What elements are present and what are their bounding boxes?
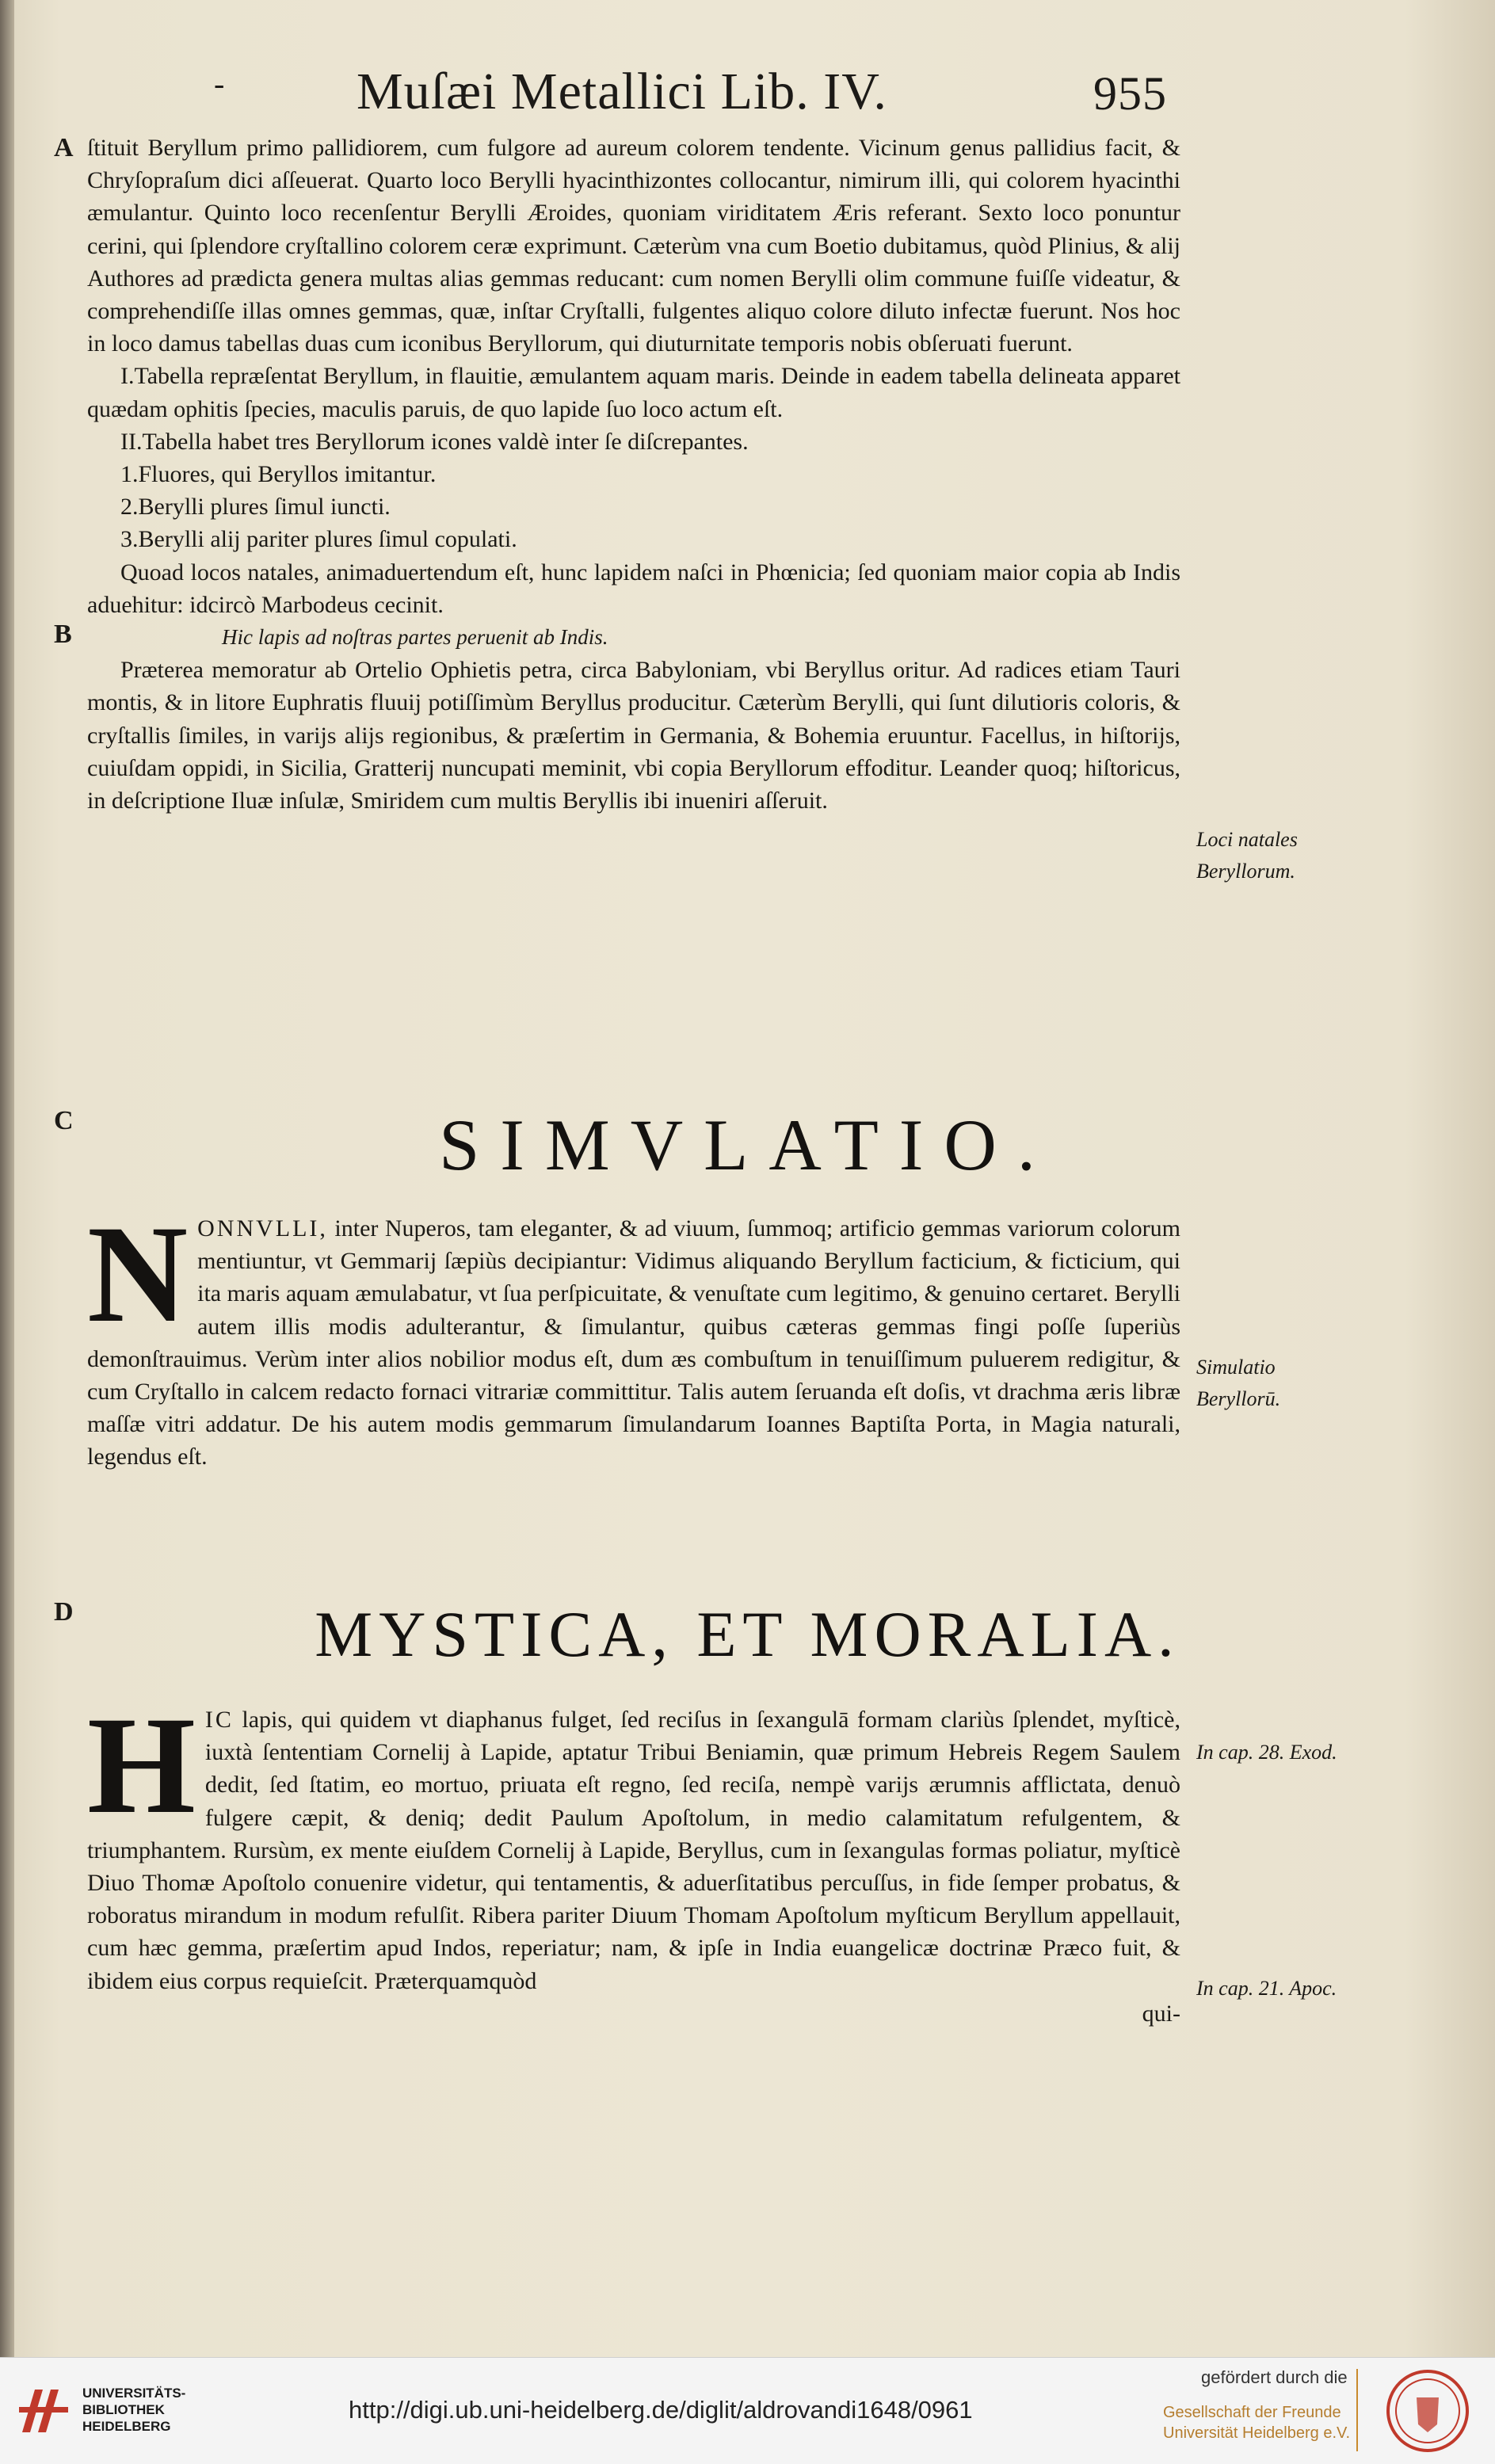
margin-letter-a: A [54,133,74,162]
header-title: Muſæi Metallici Lib. IV. [357,63,887,120]
marginal-note-simulatio: Simulatio Beryllorū. [1196,1356,1281,1410]
section-title-simulatio: SIMVLATIO. [439,1104,1056,1185]
section-mystica-text [87,1688,1180,2030]
running-head [214,62,1228,133]
section-simulatio-text [87,1197,1180,1474]
paragraph: I.Tabella repræſentat Beryllum, in flauitie, æmulantem aquam maris. Deinde in eadem tabella delineata apparet quædam ophitis ſpecies, maculis paruis, de quo lapide ſuo loco actum eſt. [87,363,1180,422]
marginal-note-apoc: In cap. 21. Apoc. [1196,1977,1337,2000]
paragraph: II.Tabella habet tres Beryllorum icones valdè inter ſe diſcrepantes. [120,428,749,455]
marginal-note-exod: In cap. 28. Exod. [1196,1741,1337,1764]
lead-word: IC [204,1707,234,1733]
section-berylli-text [87,132,1180,817]
paragraph [87,1197,1180,1474]
paragraph: Præterea memoratur ab Ortelio Ophietis petra, circa Babyloniam, vbi Beryllus oritur. Ad radices etiam Tauri montis, & in litore Euphratis fluuij potiſſimùm Beryllus producitur. Cæterùm Berylli, qui ſunt dilutioris coloris, & cryſtallis ſimiles, in varijs alijs regionibus, & præſertim in Germania, & Bohemia eruuntur. Facellus, in hiſtorijs, cuiuſdam oppidi, in Sicilia, Gratterij nuncupati meminit, vbi copia Beryllorum effoditur. Leander quoq; hiſtoricus, in deſcriptione Iluæ inſulæ, Smiridem cum multis Beryllis ibi inueniri aſſeruit. [87,657,1180,814]
paragraph-text: inter Nuperos, tam eleganter, & ad viuum, ſummoq; artificio gemmas variorum colorum mentiuntur, vt Gemmarij ſæpiùs decipiantur: Vidimus aliquando Beryllum facticium, & ficticium, qui ita maris aquam æmulabatur, vt ſua perſpicuitate, & venuſtate cum legitimo, & genuino certaret. Berylli autem illis modis adulterantur, & ſimulantur, quibus cæteras gemmas fingi poſſe ſuperiùs demonſtrauimus. Verùm inter alios nobilior modus eſt, dum æs combuſtum in tenuiſſimum puluerem redigitur, & cum Cryſtallo in calcem redacto fornaci vitrariæ committitur. Talis autem ſeruanda eſt doſis, vt drachma æris libræ maſſæ vitri addatur. De his autem modis gemmarum ſimulandarum Ioannes Baptiſta Porta, in Magia naturali, legendus eſt. [87,1215,1180,1470]
margin-letter-d: D [54,1597,74,1627]
paragraph [87,1688,1180,1997]
list-item: 2.Berylli plures ſimul iuncti. [120,494,391,521]
sponsor-label: gefördert durch die [1201,2367,1348,2387]
drop-cap: N [87,1197,189,1352]
list-item: 3.Berylli alij pariter plures ſimul copulati. [120,526,517,553]
paragraph-text: lapis, qui quidem vt diaphanus fulget, ſed reciſus in ſexangulā formam clariùs ſplendet, myſticè, iuxtà ſententiam Cornelij à Lapide, aptatur Tribui Beniamin, quæ primum Hebreis Regem Saulem dedit, ſed ſtatim, eo mortuo, priuata eſt regno, ſed reciſa, nempè varijs ærumnis afflictata, denuò fulgere cæpit, & deniq; dedit Paulum Apoſtolum, in medio calamitatum refulgentem, & triumphantem. Rursùm, ex mente eiuſdem Cornelij à Lapide, Beryllus, cum in ſexangulas formas poliatur, myſticè Diuo Thomæ Apoſtolo conuenire videtur, qui tentamentis, & aduerſitatibus percuſſus, in fide ſemper probatus, & roboratus mirandum in modum refulſit. Ribera pariter Diuum Thomam Apoſtolum myſticum Beryllum appellauit, cum hæc gemma, præſertim apud Indos, reperiatur; nam, & ipſe in India euangelicæ doctrinæ Præco fuit, & ibidem eius corpus requieſcit. Præterquamquòd [87,1707,1180,1994]
section-title-mystica: MYSTICA, ET MORALIA. [315,1598,1180,1670]
footer-divider [1356,2369,1358,2451]
drop-cap: H [87,1688,196,1843]
verse-quote: Hic lapis ad noſtras partes peruenit ab Indis. [222,625,608,650]
header-dash: - [214,66,226,101]
paragraph: ſtituit Beryllum primo pallidiorem, cum fulgore ad aureum colorem tendente. Vicinum genus pallidius facit, & Chryſopraſum dici aſſeuerat. Quarto loco Berylli hyacinthizontes collocantur, nimirum illi, qui colorem hyacinthi æmulantur. Quinto loco recenſentur Berylli Æroides, quoniam viriditatem Æris referant. Sexto loco ponuntur cerini, qui ſplendore cryſtallino colorem ceræ exprimunt. Cæterùm vna cum Boetio dubitamus, quòd Plinius, & alij Authores ad prædicta genera multas alias gemmas reducant: cum nomen Berylli olim commune fuiſſe videatur, & comprehendiſſe illas omnes gemmas, quæ, inſtar Cryſtalli, fulgentes aliquo colore diluto infectæ fuerunt. Nos hoc in loco damus tabellas duas cum iconibus Beryllorum, qui diuturnitate temporis nobis obſeruati fuerunt. [87,135,1180,357]
catchword: qui- [1142,2000,1180,2027]
sponsor-name: Gesellschaft der Freunde Universität Heidelberg e.V. [1163,2404,1351,2442]
university-seal-icon [1379,2369,1477,2453]
margin-letter-b: B [54,620,72,649]
margin-letter-c: C [54,1106,74,1135]
lead-word: ONNVLLI, [197,1215,328,1242]
footer-bar [0,2357,1495,2464]
page-number: 955 [1093,67,1167,120]
university-library-logo-icon [16,2385,71,2437]
library-name: UNIVERSITÄTS- BIBLIOTHEK HEIDELBERG [82,2386,186,2434]
paragraph: Quoad locos natales, animaduertendum eſt, hunc lapidem naſci in Phœnicia; ſed quoniam maior copia ab Indis aduehitur: idcircò Marbodeus cecinit. [87,559,1180,618]
page-url-link[interactable]: http://digi.ub.uni-heidelberg.de/diglit/aldrovandi1648/0961 [349,2396,973,2424]
list-item: 1.Fluores, qui Beryllos imitantur. [120,461,437,488]
marginal-note-loci: Loci natales Beryllorum. [1196,828,1298,883]
